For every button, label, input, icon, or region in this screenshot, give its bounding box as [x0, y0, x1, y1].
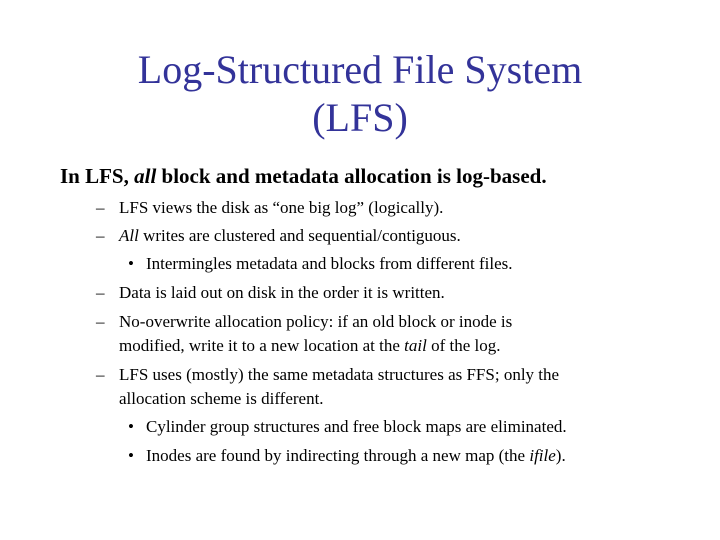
dash-marker: – [96, 283, 105, 302]
dash-marker: – [96, 312, 105, 331]
bullet-5-sub-1: Cylinder group structures and free block maps are eliminated. [146, 417, 567, 436]
dash-marker: – [96, 198, 105, 217]
dash-marker: – [96, 365, 105, 384]
bullet-2-sub-1: Intermingles metadata and blocks from different files. [146, 254, 513, 273]
dot-marker: • [128, 417, 134, 436]
main-point-emphasis: all [134, 164, 157, 188]
bullet-3: Data is laid out on disk in the order it is written. [119, 283, 445, 302]
bullet-4-line-1: No-overwrite allocation policy: if an old block or inode is [119, 312, 513, 331]
bullet-5-line-1: LFS uses (mostly) the same metadata structures as FFS; only the [119, 365, 560, 384]
bullet-1: LFS views the disk as “one big log” (logically). [119, 198, 444, 217]
main-point-suffix: block and metadata allocation is log-based. [156, 164, 547, 188]
bullet-2-text: writes are clustered and sequential/contiguous. [138, 226, 461, 245]
bullet-4-line-2-post: of the log. [426, 336, 501, 355]
slide-title-line-1: Log-Structured File System [137, 47, 583, 92]
dash-marker: – [96, 226, 105, 245]
bullet-4-line-2-pre: modified, write it to a new location at the [119, 336, 405, 355]
slide-title-line-2: (LFS) [312, 95, 408, 140]
bullet-4-emphasis: tail [404, 336, 427, 355]
bullet-4-line-2 [119, 335, 500, 357]
bullet-5-sub-2-pre: Inodes are found by indirecting through a new map (the [146, 446, 530, 465]
bullet-2 [119, 225, 461, 247]
bullet-5-line-2: allocation scheme is different. [119, 389, 324, 408]
dot-marker: • [128, 446, 134, 465]
bullet-5-sub-2 [146, 445, 566, 467]
dot-marker: • [128, 254, 134, 273]
bullet-2-emphasis: All [119, 226, 139, 245]
main-point-prefix: In LFS, [60, 164, 135, 188]
main-point [60, 162, 547, 190]
bullet-5-sub-2-emphasis: ifile [529, 446, 556, 465]
bullet-5-sub-2-post: ). [555, 446, 566, 465]
